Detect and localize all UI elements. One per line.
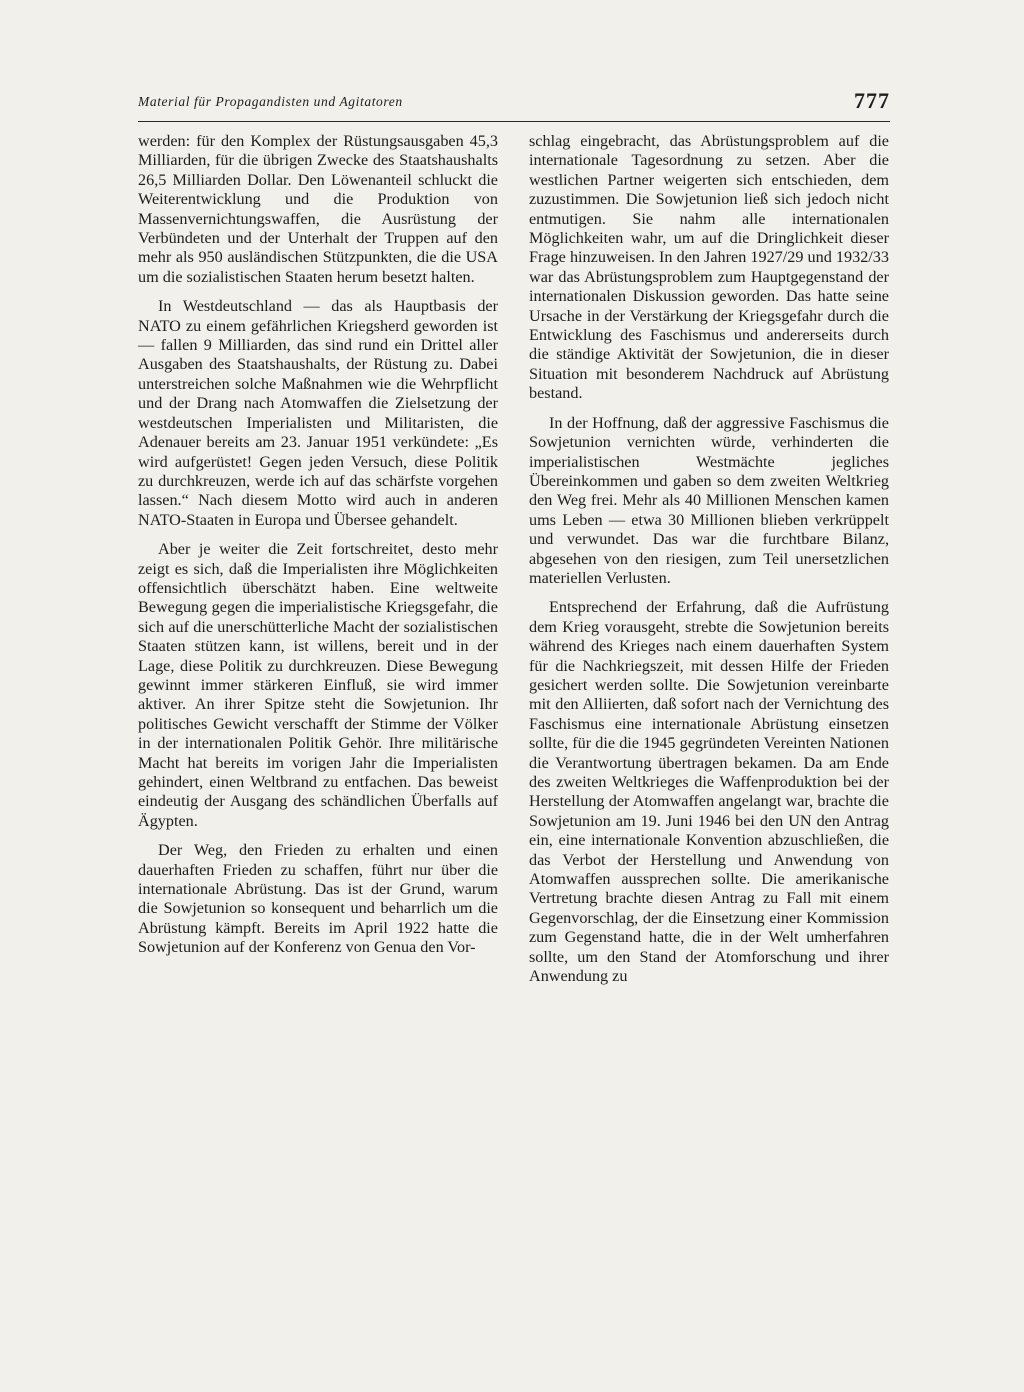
page-header [138, 88, 890, 118]
paragraph: In der Hoffnung, daß der aggressive Faschismus die Sowjetunion vernichten würde, verhinderten die imperialistischen Westmächte jegliches Übereinkommen und gaben so dem zweiten Weltkrieg den Weg frei. Mehr als 40 Millionen Menschen kamen ums Leben — etwa 30 Millionen blieben verkrüppelt und verwundet. Das war die furchtbare Bilanz, abgesehen von den riesigen, zum Teil unersetzlichen materiellen Verlusten. [529, 413, 889, 587]
page-number: 777 [854, 88, 890, 113]
paragraph: Der Weg, den Frieden zu erhalten und einen dauerhaften Frieden zu schaffen, führt nur über die internationale Abrüstung. Das ist der Grund, warum die Sowjetunion so konsequent und beharrlich um die Abrüstung kämpft. Bereits im April 1922 hatte die Sowjetunion auf der Konferenz von Genua den Vor- [138, 841, 498, 957]
header-rule [138, 121, 890, 122]
paragraph: In Westdeutschland — das als Hauptbasis der NATO zu einem gefährlichen Kriegsherd geworden ist — fallen 9 Milliarden, das sind rund ein Drittel aller Ausgaben des Staatshaushalts, der Rüstung zu. Dabei unterstreichen solche Maßnahmen wie die Wehrpflicht und der Drang nach Atomwaffen die Zielsetzung der westdeutschen Imperialisten und Militaristen, die Adenauer bereits am 23. Januar 1951 verkündete: „Es wird aufgerüstet! Gegen jeden Versuch, diese Politik zu durchkreuzen, werde ich auf das schärfste vorgehen lassen.“ Nach diesem Motto wird auch in anderen NATO-Staaten in Europa und Übersee gehandelt. [138, 297, 498, 529]
paragraph: Aber je weiter die Zeit fortschreitet, desto mehr zeigt es sich, daß die Imperialisten ihre Möglichkeiten offensichtlich überschätzt haben. Eine weltweite Bewegung gegen die imperialistische Kriegsgefahr, die sich auf die unerschütterliche Macht der sozialistischen Staaten stützen kann, ist willens, bereit und in der Lage, diese Politik zu durchkreuzen. Diese Bewegung gewinnt immer stärkeren Einfluß, sie wird immer aktiver. An ihrer Spitze steht die Sowjetunion. Ihr politisches Gewicht verschafft der Stimme der Völker in der internationalen Politik Gehör. Ihre militärische Macht hat bereits im vorigen Jahr die Imperialisten gehindert, einen Weltbrand zu entfachen. Das beweist eindeutig der Ausgang des schändlichen Überfalls auf Ägypten. [138, 540, 498, 830]
paragraph: werden: für den Komplex der Rüstungsausgaben 45,3 Milliarden, für die übrigen Zwecke des Staatshaushalts 26,5 Milliarden Dollar. Den Löwenanteil schluckt die Weiterentwicklung und die Produktion von Massenvernichtungswaffen, die Ausrüstung der Verbündeten und der Unterhalt der Truppen auf den mehr als 950 ausländischen Stützpunkten, die die USA um die sozialistischen Staaten herum besetzt halten. [138, 132, 498, 286]
paragraph: Entsprechend der Erfahrung, daß die Aufrüstung dem Krieg vorausgeht, strebte die Sowjetunion bereits während des Krieges nach einem dauerhaften System für die Nachkriegszeit, mit dessen Hilfe der Frieden gesichert werden sollte. Die Sowjetunion vereinbarte mit den Alliierten, daß sofort nach der Vernichtung des Faschismus eine internationale Abrüstung einsetzen sollte, für die die 1945 gegründeten Vereinten Nationen die Verantwortung übertragen bekamen. Da am Ende des zweiten Weltkrieges die Waffenproduktion bei der Herstellung der Atomwaffen angelangt war, brachte die Sowjetunion am 19. Juni 1946 bei den UN den Antrag ein, eine internationale Konvention abzuschließen, die das Verbot der Herstellung und Anwendung von Atomwaffen aussprechen sollte. Die amerikanische Vertretung brachte diesen Antrag zu Fall mit einem Gegenvorschlag, der die Einsetzung einer Kommission zum Gegenstand hatte, die in der Welt umherfahren sollte, um den Stand der Atomforschung und ihrer Anwendung zu [529, 598, 889, 986]
right-column [529, 132, 889, 986]
paragraph: schlag eingebracht, das Abrüstungsproblem auf die internationale Tagesordnung zu setzen. Aber die westlichen Partner weigerten sich entschieden, dem zuzustimmen. Die Sowjetunion ließ sich jedoch nicht entmutigen. Sie nahm alle internationalen Möglichkeiten wahr, um auf die Dringlichkeit dieser Frage hinzuweisen. In den Jahren 1927/29 und 1932/33 war das Abrüstungsproblem zum Hauptgegenstand der internationalen Diskussion geworden. Das hatte seine Ursache in der Verstärkung der Kriegsgefahr durch die Entwicklung des Faschismus und andererseits durch die ständige Aktivität der Sowjetunion, die in dieser Situation mit besonderem Nachdruck auf Abrüstung bestand. [529, 132, 889, 403]
running-head: Material für Propagandisten und Agitatoren [138, 94, 403, 109]
left-column [138, 132, 498, 958]
